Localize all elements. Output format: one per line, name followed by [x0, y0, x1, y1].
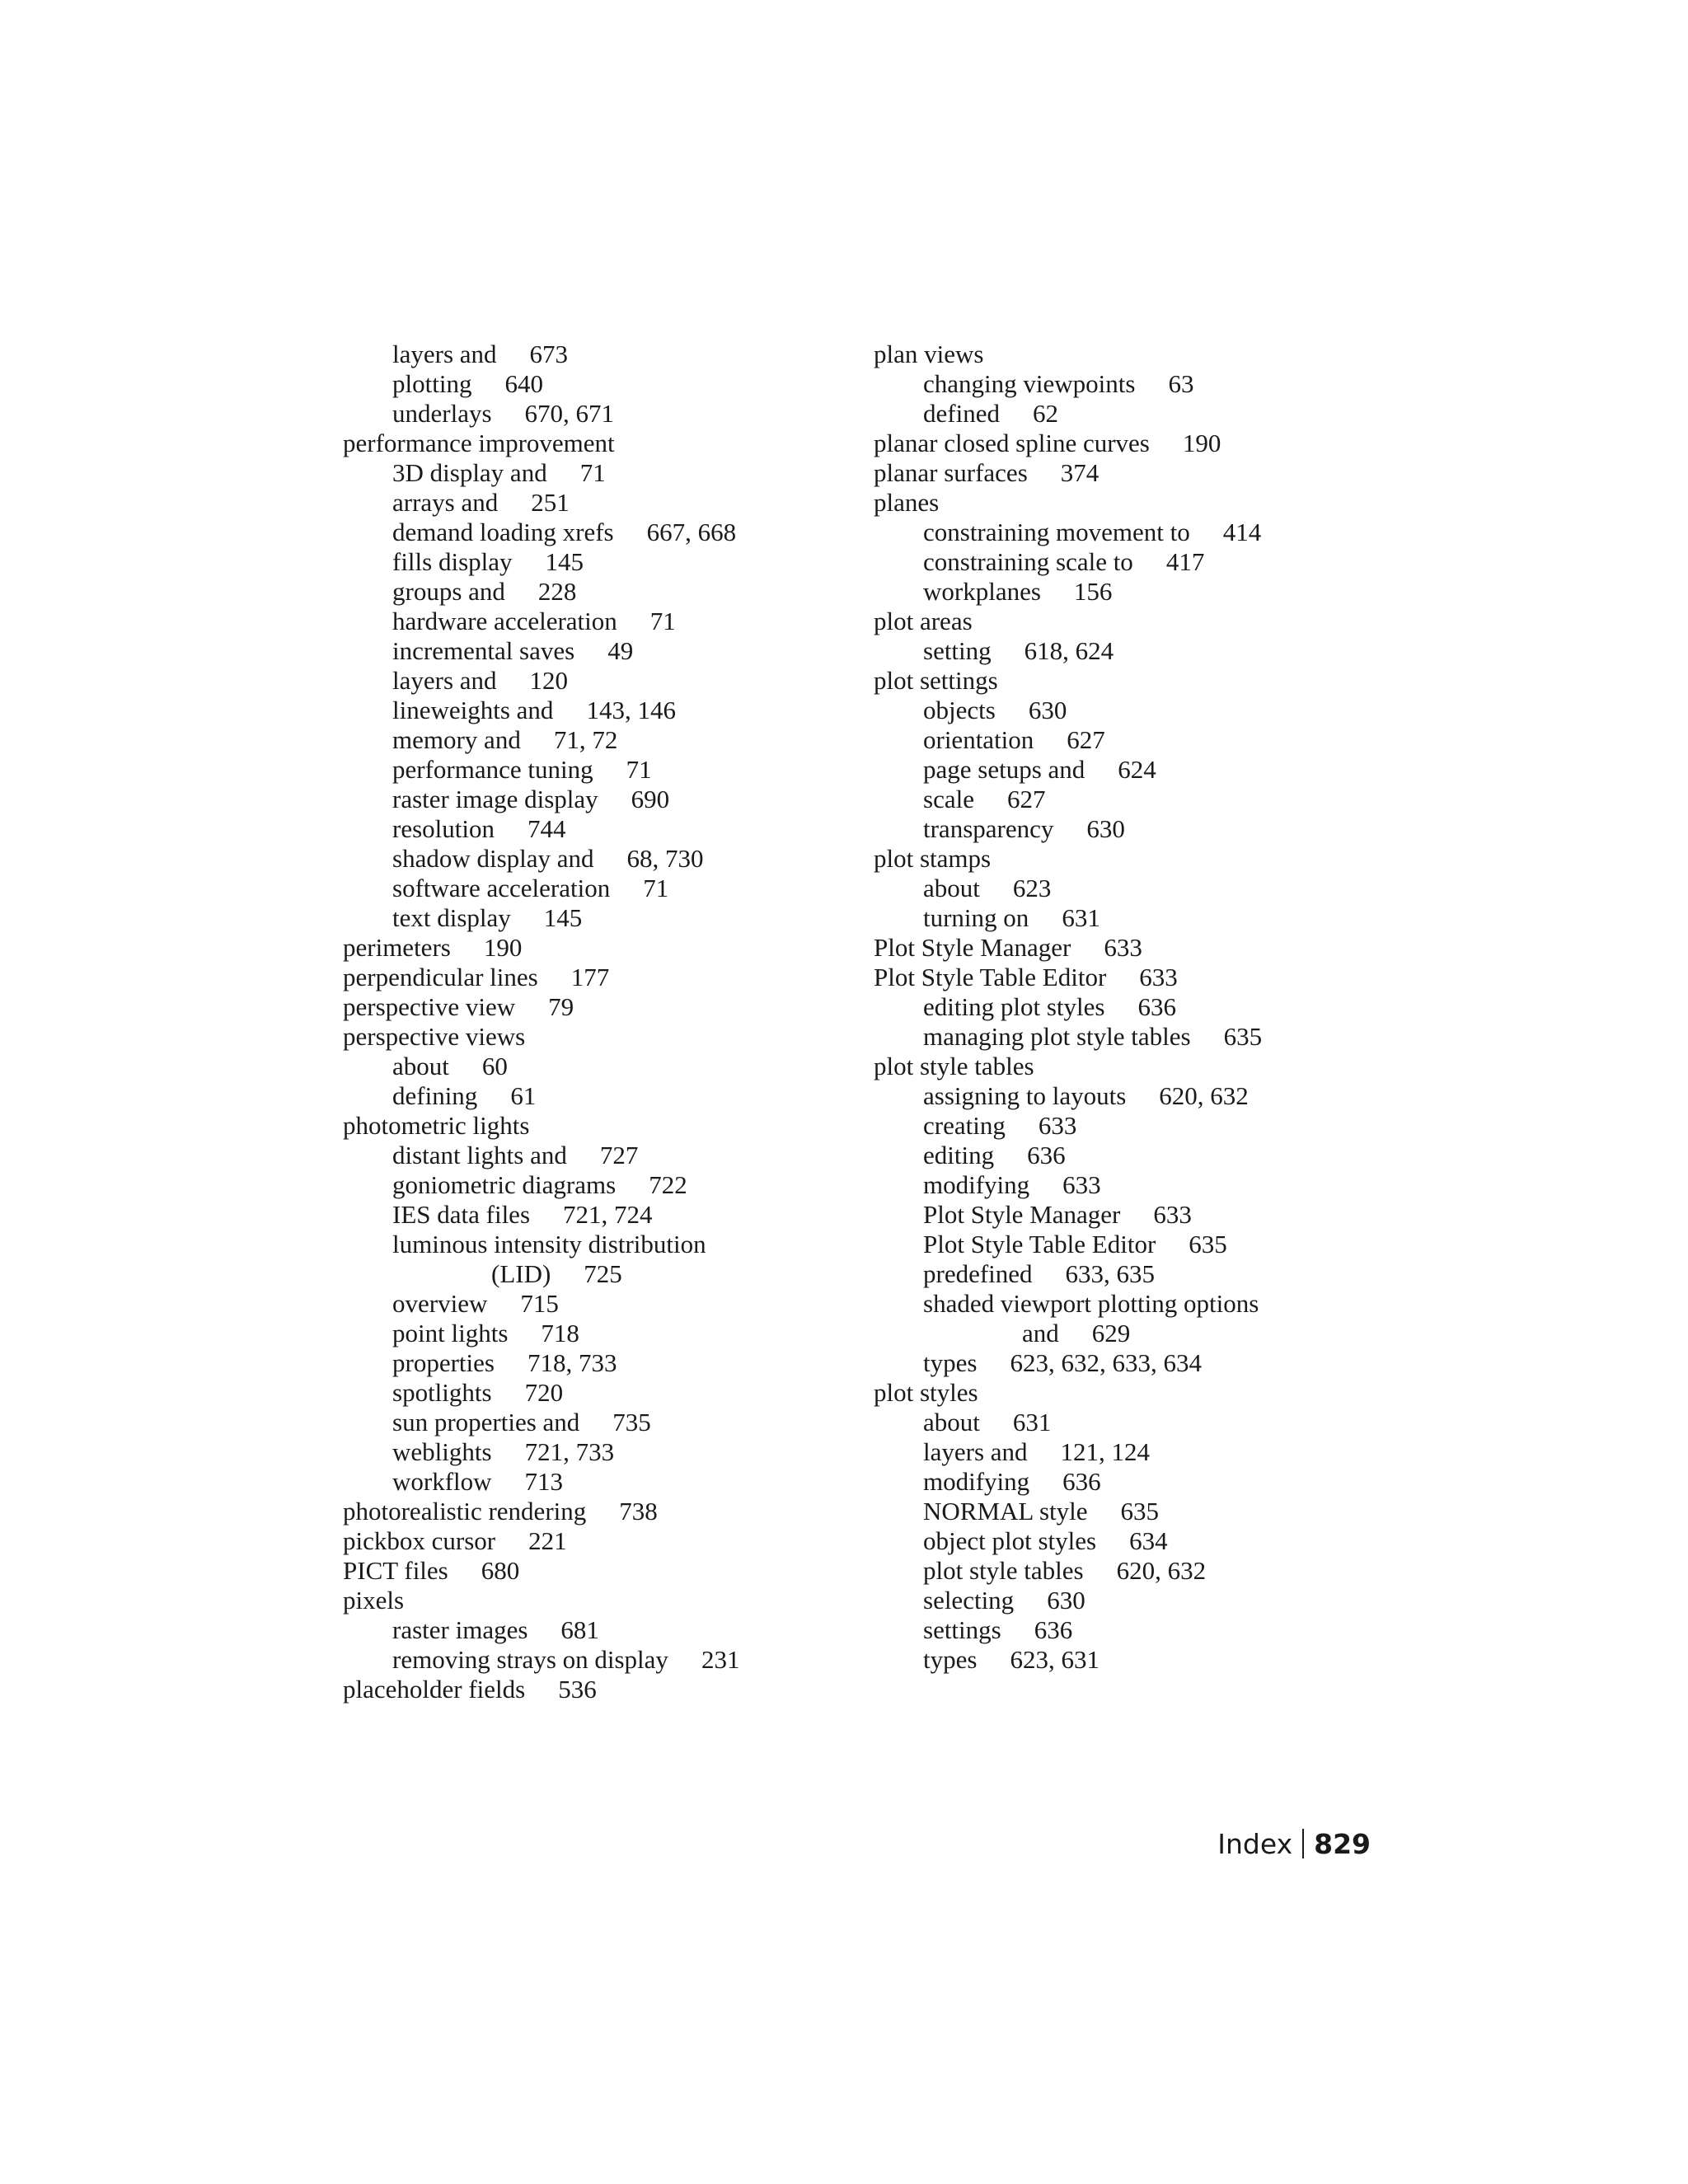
index-subentry [874, 1081, 1385, 1111]
entry-pages: 633 [1038, 1111, 1077, 1140]
entry-term: photometric lights [343, 1111, 530, 1140]
entry-term: pixels [343, 1586, 405, 1615]
index-subentry [343, 725, 854, 755]
index-subentry [343, 1348, 854, 1378]
entry-term: selecting [923, 1586, 1015, 1615]
entry-term: luminous intensity distribution [392, 1230, 706, 1258]
entry-term: hardware acceleration [392, 607, 617, 635]
entry-term: Plot Style Manager [874, 933, 1071, 962]
entry-pages: 190 [1182, 429, 1221, 457]
entry-term: Plot Style Table Editor [874, 963, 1107, 991]
index-subentry [343, 1170, 854, 1200]
entry-term: shadow display and [392, 844, 594, 873]
index-subentry [343, 369, 854, 399]
entry-term: arrays and [392, 488, 499, 517]
entry-term: Plot Style Manager [923, 1200, 1121, 1229]
entry-term: defined [923, 399, 1000, 428]
index-subentry [874, 399, 1385, 429]
entry-pages: 630 [1028, 696, 1067, 724]
entry-pages: 627 [1067, 725, 1105, 754]
entry-term: perpendicular lines [343, 963, 538, 991]
entry-pages: 722 [649, 1170, 687, 1199]
index-subentry [343, 518, 854, 547]
entry-term: scale [923, 785, 974, 813]
entry-pages: 71 [649, 607, 676, 635]
entry-pages: 49 [607, 636, 634, 665]
entry-pages: 61 [510, 1081, 537, 1110]
index-subentry [874, 785, 1385, 814]
entry-term: plan views [874, 340, 984, 368]
entry-pages: 145 [545, 547, 584, 576]
index-subentry [343, 1230, 854, 1289]
entry-pages: 735 [612, 1408, 651, 1436]
index-subentry [874, 518, 1385, 547]
entry-pages: 71, 72 [553, 725, 618, 754]
index-subentry [874, 1497, 1385, 1526]
page-footer [1217, 1828, 1371, 1860]
index-subentry [874, 1645, 1385, 1675]
entry-pages: 635 [1120, 1497, 1159, 1526]
entry-term: raster image display [392, 785, 598, 813]
index-subentry [343, 1289, 854, 1319]
entry-pages: 374 [1060, 458, 1100, 487]
index-subentry [343, 1645, 854, 1675]
footer-divider [1302, 1829, 1304, 1858]
entry-term: assigning to layouts [923, 1081, 1127, 1110]
entry-term: plot areas [874, 607, 973, 635]
index-subentry [343, 1615, 854, 1645]
index-subentry [343, 696, 854, 725]
entry-term: plotting [392, 369, 472, 398]
index-entry [874, 963, 1385, 992]
index-entry [343, 1526, 854, 1556]
index-subentry [874, 992, 1385, 1022]
entry-pages: 631 [1062, 903, 1100, 932]
index-subentry [874, 1230, 1385, 1259]
entry-pages: 636 [1034, 1615, 1073, 1644]
entry-term-continuation-text: (LID) [491, 1259, 551, 1288]
entry-pages: 221 [528, 1526, 567, 1555]
index-subentry [874, 1170, 1385, 1200]
index-subentry [874, 814, 1385, 844]
entry-term: plot styles [874, 1378, 978, 1407]
entry-term: plot stamps [874, 844, 992, 873]
index-column-right [874, 340, 1385, 1675]
entry-term: resolution [392, 814, 495, 843]
index-subentry [343, 340, 854, 369]
entry-pages: 640 [504, 369, 543, 398]
index-subentry [343, 1437, 854, 1467]
entry-pages: 635 [1223, 1022, 1263, 1051]
index-subentry [874, 577, 1385, 607]
index-subentry [343, 1081, 854, 1111]
index-entry [343, 1586, 854, 1615]
entry-term: distant lights and [392, 1141, 567, 1169]
entry-pages: 690 [631, 785, 670, 813]
entry-pages: 68, 730 [626, 844, 704, 873]
entry-term: NORMAL style [923, 1497, 1088, 1526]
entry-term-continuation [392, 1259, 854, 1289]
entry-term: lineweights and [392, 696, 554, 724]
entry-term: layers and [392, 666, 497, 695]
entry-pages: 618, 624 [1024, 636, 1114, 665]
entry-term: placeholder fields [343, 1675, 526, 1704]
entry-pages: 633 [1139, 963, 1178, 991]
entry-pages: 633 [1062, 1170, 1101, 1199]
index-subentry [874, 369, 1385, 399]
index-subentry [343, 903, 854, 933]
entry-pages: 670, 671 [524, 399, 615, 428]
index-subentry [874, 874, 1385, 903]
index-subentry [874, 1408, 1385, 1437]
index-entry [343, 1111, 854, 1141]
entry-pages: 634 [1129, 1526, 1168, 1555]
entry-term: managing plot style tables [923, 1022, 1191, 1051]
entry-pages: 681 [560, 1615, 599, 1644]
entry-term: types [923, 1645, 978, 1674]
entry-term: settings [923, 1615, 1001, 1644]
index-subentry [874, 1141, 1385, 1170]
index-entry [874, 666, 1385, 696]
entry-term: 3D display and [392, 458, 547, 487]
entry-term: performance tuning [392, 755, 593, 784]
entry-pages: 738 [619, 1497, 658, 1526]
entry-term: constraining movement to [923, 518, 1190, 546]
entry-pages: 71 [643, 874, 669, 902]
entry-term: workflow [392, 1467, 492, 1496]
entry-term: editing [923, 1141, 995, 1169]
entry-pages: 62 [1032, 399, 1058, 428]
entry-pages: 79 [548, 992, 574, 1021]
entry-pages: 143, 146 [586, 696, 676, 724]
entry-pages: 633 [1153, 1200, 1192, 1229]
index-subentry [343, 577, 854, 607]
index-entry [874, 488, 1385, 518]
entry-pages: 636 [1027, 1141, 1066, 1169]
index-entry [874, 458, 1385, 488]
entry-pages: 629 [1091, 1319, 1131, 1347]
entry-term: planar surfaces [874, 458, 1028, 487]
index-entry [343, 429, 854, 458]
entry-term: setting [923, 636, 992, 665]
index-entry [874, 933, 1385, 963]
entry-term: transparency [923, 814, 1054, 843]
index-subentry [874, 1556, 1385, 1586]
entry-pages: 190 [483, 933, 523, 962]
entry-pages: 231 [701, 1645, 740, 1674]
entry-pages: 624 [1118, 755, 1156, 784]
entry-pages: 60 [481, 1052, 508, 1080]
entry-pages: 71 [579, 458, 606, 487]
entry-pages: 63 [1168, 369, 1194, 398]
entry-term: goniometric diagrams [392, 1170, 617, 1199]
entry-pages: 667, 668 [646, 518, 737, 546]
index-subentry [343, 636, 854, 666]
entry-pages: 713 [524, 1467, 564, 1496]
entry-pages: 120 [529, 666, 569, 695]
entry-term: sun properties and [392, 1408, 580, 1436]
index-subentry [874, 1348, 1385, 1378]
entry-pages: 177 [570, 963, 610, 991]
entry-term: properties [392, 1348, 495, 1377]
index-subentry [874, 725, 1385, 755]
entry-pages: 623, 632, 633, 634 [1010, 1348, 1202, 1377]
entry-term: object plot styles [923, 1526, 1097, 1555]
index-subentry [874, 1586, 1385, 1615]
entry-term: perspective views [343, 1022, 526, 1051]
entry-pages: 623, 631 [1010, 1645, 1100, 1674]
entry-term: modifying [923, 1467, 1030, 1496]
entry-pages: 680 [481, 1556, 520, 1585]
entry-term: types [923, 1348, 978, 1377]
entry-term: spotlights [392, 1378, 492, 1407]
index-subentry [874, 755, 1385, 785]
index-subentry [874, 1526, 1385, 1556]
index-subentry [343, 666, 854, 696]
entry-term: about [923, 874, 980, 902]
index-subentry [874, 696, 1385, 725]
entry-term: perimeters [343, 933, 451, 962]
entry-pages: 636 [1062, 1467, 1101, 1496]
index-subentry [874, 1200, 1385, 1230]
index-subentry [874, 547, 1385, 577]
entry-term: performance improvement [343, 429, 615, 457]
entry-pages: 630 [1047, 1586, 1085, 1615]
index-subentry [343, 1141, 854, 1170]
entry-term: page setups and [923, 755, 1085, 784]
footer-section-label: Index [1217, 1828, 1293, 1860]
index-subentry [874, 1259, 1385, 1289]
entry-pages: 631 [1012, 1408, 1052, 1436]
entry-pages: 725 [584, 1259, 622, 1288]
entry-term: creating [923, 1111, 1006, 1140]
entry-pages: 121, 124 [1060, 1437, 1151, 1466]
entry-term: Plot Style Table Editor [923, 1230, 1156, 1258]
index-subentry [874, 1022, 1385, 1052]
entry-term: perspective view [343, 992, 516, 1021]
index-entry [874, 607, 1385, 636]
entry-term: planes [874, 488, 940, 517]
entry-pages: 636 [1137, 992, 1176, 1021]
entry-term: fills display [392, 547, 513, 576]
entry-pages: 536 [558, 1675, 597, 1704]
entry-term: incremental saves [392, 636, 575, 665]
page-number: 829 [1314, 1828, 1371, 1860]
index-subentry [874, 903, 1385, 933]
entry-term: pickbox cursor [343, 1526, 496, 1555]
entry-term: plot style tables [874, 1052, 1034, 1080]
entry-pages: 633 [1104, 933, 1142, 962]
entry-pages: 71 [626, 755, 652, 784]
index-subentry [343, 814, 854, 844]
entry-term: about [923, 1408, 980, 1436]
index-entry [343, 1497, 854, 1526]
entry-pages: 718, 733 [527, 1348, 617, 1377]
index-entry [874, 844, 1385, 874]
index-subentry [874, 1437, 1385, 1467]
index-subentry [874, 636, 1385, 666]
entry-term-continuation-text: and [1022, 1319, 1059, 1347]
index-subentry [343, 1408, 854, 1437]
entry-term: constraining scale to [923, 547, 1133, 576]
entry-term: text display [392, 903, 511, 932]
index-subentry [343, 547, 854, 577]
entry-pages: 718 [541, 1319, 579, 1347]
entry-pages: 156 [1073, 577, 1113, 606]
index-subentry [343, 874, 854, 903]
entry-term: workplanes [923, 577, 1041, 606]
entry-pages: 721, 724 [563, 1200, 653, 1229]
index-entry [874, 1378, 1385, 1408]
index-column-left [343, 340, 854, 1704]
index-entry [343, 992, 854, 1022]
entry-term-continuation [923, 1319, 1385, 1348]
entry-pages: 228 [537, 577, 577, 606]
entry-term: layers and [392, 340, 497, 368]
entry-term: turning on [923, 903, 1029, 932]
index-subentry [874, 1111, 1385, 1141]
entry-term: weblights [392, 1437, 492, 1466]
entry-term: overview [392, 1289, 488, 1318]
index-subentry [343, 1052, 854, 1081]
index-entry [343, 1022, 854, 1052]
entry-pages: 251 [531, 488, 570, 517]
index-entry [343, 1556, 854, 1586]
index-subentry [343, 1319, 854, 1348]
index-entry [874, 429, 1385, 458]
entry-term: changing viewpoints [923, 369, 1136, 398]
index-subentry [343, 488, 854, 518]
index-subentry [343, 1200, 854, 1230]
entry-term: photorealistic rendering [343, 1497, 587, 1526]
entry-pages: 630 [1086, 814, 1125, 843]
entry-pages: 635 [1189, 1230, 1227, 1258]
entry-pages: 414 [1222, 518, 1262, 546]
index-entry [343, 963, 854, 992]
entry-term: underlays [392, 399, 492, 428]
index-subentry [874, 1615, 1385, 1645]
entry-term: plot settings [874, 666, 998, 695]
entry-pages: 673 [529, 340, 569, 368]
entry-term: demand loading xrefs [392, 518, 614, 546]
index-subentry [874, 1467, 1385, 1497]
index-subentry [343, 458, 854, 488]
entry-pages: 721, 733 [524, 1437, 615, 1466]
index-subentry [874, 1289, 1385, 1348]
entry-term: memory and [392, 725, 521, 754]
entry-pages: 620, 632 [1116, 1556, 1207, 1585]
entry-term: objects [923, 696, 996, 724]
entry-term: PICT files [343, 1556, 448, 1585]
entry-term: about [392, 1052, 449, 1080]
entry-term: planar closed spline curves [874, 429, 1150, 457]
entry-pages: 620, 632 [1159, 1081, 1249, 1110]
entry-term: software acceleration [392, 874, 611, 902]
index-entry [343, 1675, 854, 1704]
index-subentry [343, 607, 854, 636]
entry-pages: 727 [599, 1141, 639, 1169]
entry-pages: 715 [520, 1289, 559, 1318]
entry-term: point lights [392, 1319, 509, 1347]
index-subentry [343, 844, 854, 874]
entry-term: editing plot styles [923, 992, 1105, 1021]
entry-term: predefined [923, 1259, 1033, 1288]
entry-term: layers and [923, 1437, 1028, 1466]
entry-term: raster images [392, 1615, 528, 1644]
entry-pages: 417 [1165, 547, 1205, 576]
entry-term: orientation [923, 725, 1034, 754]
index-subentry [343, 399, 854, 429]
entry-pages: 744 [528, 814, 566, 843]
index-subentry [343, 1378, 854, 1408]
entry-term: modifying [923, 1170, 1030, 1199]
entry-term: removing strays on display [392, 1645, 668, 1674]
index-entry [874, 340, 1385, 369]
index-subentry [343, 1467, 854, 1497]
entry-term: shaded viewport plotting options [923, 1289, 1259, 1318]
entry-term: plot style tables [923, 1556, 1084, 1585]
entry-pages: 627 [1006, 785, 1046, 813]
entry-term: IES data files [392, 1200, 531, 1229]
index-subentry [343, 755, 854, 785]
entry-term: defining [392, 1081, 478, 1110]
entry-pages: 720 [524, 1378, 564, 1407]
index-entry [874, 1052, 1385, 1081]
index-subentry [343, 785, 854, 814]
entry-pages: 623 [1012, 874, 1052, 902]
entry-pages: 145 [543, 903, 583, 932]
entry-term: groups and [392, 577, 505, 606]
index-entry [343, 933, 854, 963]
entry-pages: 633, 635 [1065, 1259, 1156, 1288]
